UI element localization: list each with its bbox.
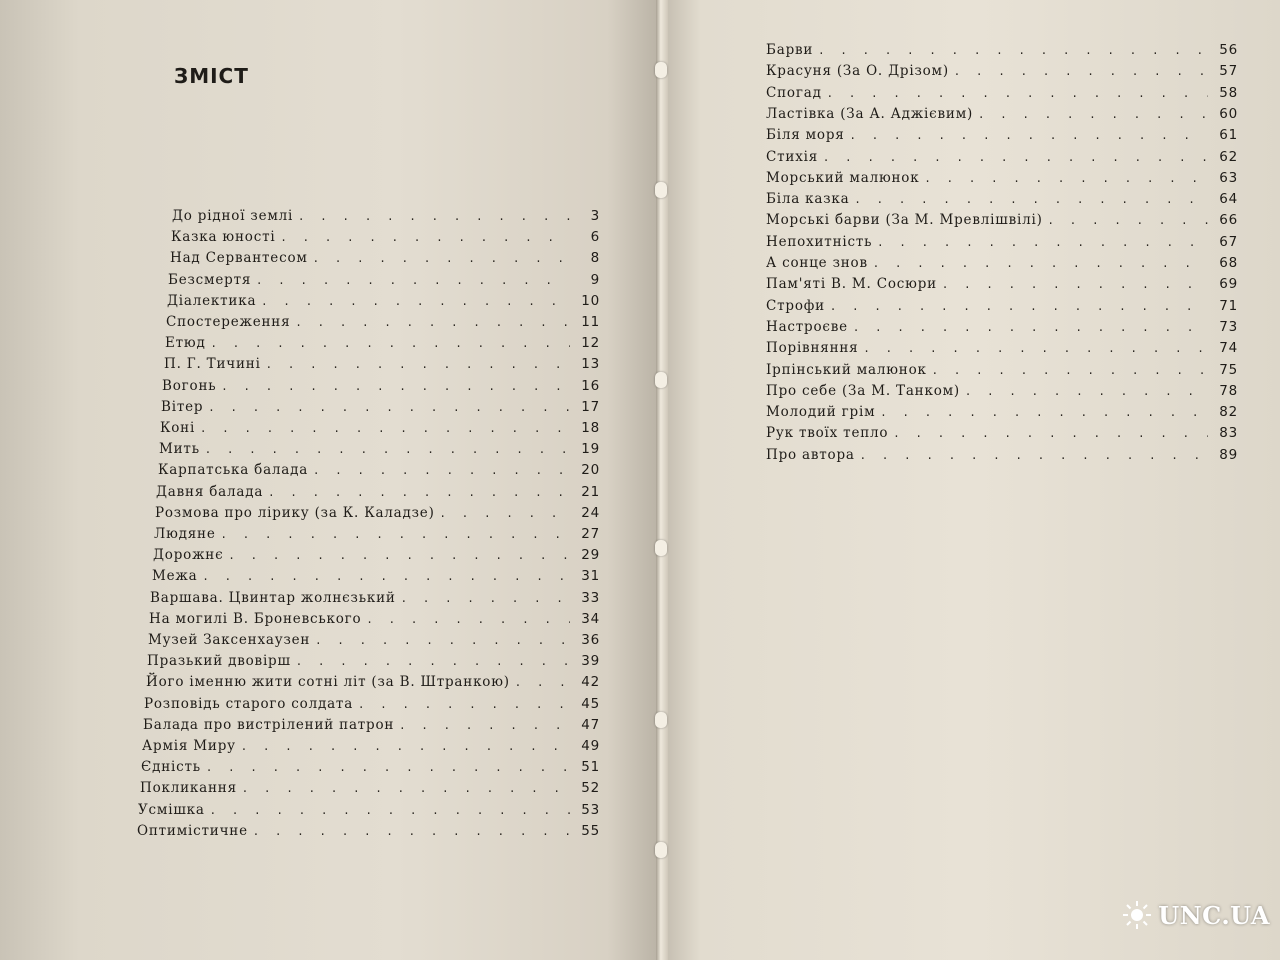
toc-entry (766, 234, 1238, 250)
toc-entry-title: Про автора (766, 446, 855, 463)
toc-entry-page: 52 (581, 780, 600, 797)
toc-entry (155, 505, 600, 521)
dot-leader (861, 448, 1208, 463)
toc-entry-title: Морські барви (За М. Мревлішвілі) (766, 212, 1043, 229)
dot-leader (367, 612, 570, 627)
toc-entry (144, 696, 600, 712)
toc-entry-page: 67 (1219, 233, 1238, 250)
toc-entry (766, 255, 1238, 271)
dot-leader (242, 739, 570, 754)
toc-entry-title: Спогад (766, 84, 822, 101)
dot-leader (831, 299, 1208, 314)
toc-entry-title: Його іменню жити сотні літ (за В. Штранкою) (146, 674, 510, 691)
toc-entry-title: Вогонь (162, 377, 217, 394)
toc-entry (158, 462, 600, 478)
toc-entry-page: 47 (581, 716, 600, 733)
toc-entry-page: 42 (581, 674, 600, 691)
toc-entry-title: Карпатська балада (158, 462, 309, 479)
toc-entry (766, 191, 1238, 207)
toc-entry (146, 674, 600, 690)
binding-stitch (655, 62, 667, 78)
toc-entry-page: 68 (1219, 255, 1238, 271)
toc-entry (140, 780, 600, 796)
toc-entry-page: 31 (581, 568, 600, 585)
toc-entry-page: 66 (1219, 212, 1238, 229)
dot-leader (955, 64, 1208, 79)
toc-entry-page: 3 (590, 208, 600, 224)
toc-entry-title: Коні (160, 420, 196, 436)
toc-entry-title: Молодий грім (766, 404, 876, 421)
dot-leader (359, 697, 570, 712)
toc-entry-title: Давня балада (156, 483, 264, 500)
dot-leader (243, 781, 570, 796)
toc-entry-title: Красуня (За О. Дрізом) (766, 63, 949, 80)
toc-entry-page: 36 (581, 632, 600, 648)
dot-leader (203, 569, 570, 584)
binding-stitch (655, 712, 667, 728)
toc-entry-title: Рук твоїх тепло (766, 425, 889, 442)
binding-stitch (655, 372, 667, 388)
dot-leader (201, 421, 570, 436)
toc-entry-page: 56 (1219, 42, 1238, 58)
toc-entry-page: 6 (590, 229, 600, 246)
toc-entry-title: Вітер (161, 398, 204, 415)
toc-entry (154, 526, 600, 542)
dot-leader (209, 400, 570, 415)
toc-entry-title: До рідної землі (172, 208, 294, 224)
toc-entry (143, 717, 600, 733)
toc-entry-title: Єдність (141, 759, 201, 776)
toc-entry-title: Про себе (За М. Танком) (766, 382, 960, 399)
dot-leader (297, 654, 570, 669)
toc-entry-page: 71 (1219, 297, 1238, 314)
toc-entry-page: 58 (1219, 84, 1238, 101)
toc-entry-page: 21 (581, 483, 600, 500)
toc-entry (766, 276, 1238, 292)
toc-entry (766, 106, 1238, 122)
dot-leader (933, 363, 1208, 378)
toc-entry-page: 73 (1219, 318, 1238, 335)
toc-entry (766, 298, 1238, 314)
toc-entry-page: 16 (581, 377, 600, 394)
toc-entry-page: 62 (1219, 148, 1238, 165)
toc-entry-title: Стихія (766, 148, 819, 165)
toc-entry-title: Діалектика (167, 292, 257, 309)
toc-entry-page: 51 (581, 759, 600, 776)
toc-entry (171, 229, 600, 245)
toc-entry (766, 127, 1238, 143)
binding-stitch (655, 540, 667, 556)
toc-entry-page: 33 (581, 589, 600, 606)
dot-leader (316, 633, 570, 648)
dot-leader (257, 273, 570, 288)
toc-entry (766, 170, 1238, 186)
toc-entry-title: А сонце знов (766, 255, 868, 271)
toc-entry-page: 24 (581, 504, 600, 521)
toc-entry (167, 293, 600, 309)
toc-entry-page: 60 (1219, 105, 1238, 122)
toc-entry-page: 89 (1219, 446, 1238, 463)
dot-leader (865, 341, 1209, 356)
watermark (1122, 900, 1270, 930)
toc-entry-title: Біла казка (766, 191, 850, 208)
book-gutter (656, 0, 668, 960)
toc-entry (138, 802, 600, 818)
toc-entry-page: 83 (1219, 425, 1238, 442)
toc-entry-page: 49 (581, 738, 600, 754)
toc-entry (152, 568, 600, 584)
toc-entry (164, 356, 600, 372)
toc-entry (766, 404, 1238, 420)
toc-entry-page: 27 (581, 526, 600, 542)
toc-entry-title: Біля моря (766, 127, 845, 144)
toc-entry-title: Оптимістичне (137, 822, 248, 839)
toc-entry (142, 738, 600, 754)
toc-entry-page: 8 (590, 250, 600, 267)
dot-leader (828, 86, 1208, 101)
toc-entry (137, 823, 600, 839)
dot-leader (874, 256, 1208, 271)
toc-entry-title: Варшава. Цвинтар жолнєзький (150, 589, 396, 606)
toc-entry-title: Пам'яті В. М. Сосюри (766, 276, 937, 293)
toc-entry-page: 61 (1219, 127, 1238, 144)
toc-entry-title: Барви (766, 42, 814, 58)
dot-leader (516, 675, 570, 690)
toc-entry-title: Настроєве (766, 318, 848, 335)
dot-leader (966, 384, 1208, 399)
dot-leader (314, 463, 570, 478)
dot-leader (314, 251, 570, 266)
toc-entry-title: Етюд (165, 335, 206, 352)
toc-entry (766, 319, 1238, 335)
toc-entry-title: Безсмертя (168, 271, 252, 288)
toc-entry-title: Людяне (154, 526, 216, 542)
toc-entry-title: Порівняння (766, 340, 859, 357)
dot-leader (881, 405, 1208, 420)
toc-entry (159, 441, 600, 457)
dot-leader (925, 171, 1208, 186)
toc-entry (766, 425, 1238, 441)
dot-leader (254, 824, 570, 839)
dot-leader (212, 336, 570, 351)
toc-entry (153, 547, 600, 563)
toc-entry-page: 13 (581, 356, 600, 373)
toc-entry (160, 420, 600, 436)
toc-entry (166, 314, 600, 330)
dot-leader (262, 294, 570, 309)
toc-entry-title: Непохитність (766, 233, 873, 250)
dot-leader (894, 426, 1208, 441)
toc-entry-page: 64 (1219, 191, 1238, 208)
toc-entry (766, 362, 1238, 378)
toc-entry (148, 632, 600, 648)
toc-entry-page: 39 (581, 653, 600, 670)
toc-entry-title: Казка юності (171, 229, 276, 246)
toc-entry-title: Морський малюнок (766, 169, 920, 186)
toc-entry-title: Мить (159, 441, 200, 458)
toc-entry (162, 378, 600, 394)
toc-entry (172, 208, 600, 224)
toc-entry (168, 272, 600, 288)
watermark-text: UNC.UA (1158, 900, 1270, 930)
toc-entry-title: На могилі В. Броневського (149, 610, 362, 627)
toc-entry (170, 250, 600, 266)
toc-entry-title: Над Сервантесом (170, 250, 308, 267)
toc-entry (150, 590, 600, 606)
toc-entry (766, 212, 1238, 228)
toc-heading: ЗМІСТ (174, 64, 249, 88)
toc-entry (766, 149, 1238, 165)
toc-entry (149, 611, 600, 627)
toc-entry-page: 55 (581, 822, 600, 839)
dot-leader (296, 315, 570, 330)
toc-entry-title: Розмова про лірику (за К. Каладзе) (155, 504, 435, 521)
dot-leader (979, 107, 1208, 122)
toc-entry-page: 20 (581, 462, 600, 479)
toc-entry-page: 63 (1219, 169, 1238, 186)
toc-entry-page: 18 (581, 420, 600, 436)
dot-leader (819, 43, 1208, 58)
toc-entry-page: 12 (581, 335, 600, 352)
dot-leader (856, 192, 1209, 207)
toc-entry-page: 75 (1219, 361, 1238, 378)
toc-entry-title: Усмішка (138, 801, 205, 818)
toc-entry-title: Ластівка (За А. Аджієвим) (766, 105, 974, 122)
toc-entry (766, 63, 1238, 79)
toc-entry-page: 78 (1219, 382, 1238, 399)
dot-leader (441, 506, 570, 521)
dot-leader (400, 718, 570, 733)
toc-entry-page: 53 (581, 801, 600, 818)
toc-entry (141, 759, 600, 775)
toc-entry-title: Празький двовірш (147, 653, 291, 670)
toc-entry (165, 335, 600, 351)
toc-entry (161, 399, 600, 415)
toc-entry-title: Армія Миру (142, 738, 236, 754)
binding-stitch (655, 182, 667, 198)
toc-entry (766, 42, 1238, 58)
toc-entry-title: Спостереження (166, 314, 291, 330)
toc-entry-page: 34 (581, 610, 600, 627)
toc-entry-page: 17 (581, 398, 600, 415)
binding-stitch (655, 842, 667, 858)
dot-leader (206, 442, 570, 457)
right-page (664, 0, 1280, 960)
dot-leader (267, 357, 570, 372)
dot-leader (402, 591, 570, 606)
toc-entry-page: 45 (581, 695, 600, 712)
dot-leader (207, 760, 570, 775)
dot-leader (854, 320, 1208, 335)
dot-leader (943, 277, 1208, 292)
dot-leader (851, 128, 1208, 143)
toc-entry-page: 9 (590, 271, 600, 288)
sun-logo-icon (1122, 900, 1152, 930)
dot-leader (824, 150, 1208, 165)
dot-leader (1049, 213, 1208, 228)
dot-leader (229, 548, 570, 563)
dot-leader (299, 209, 570, 224)
toc-entry (766, 340, 1238, 356)
toc-entry-page: 11 (581, 314, 600, 330)
toc-entry (766, 383, 1238, 399)
toc-entry-page: 69 (1219, 276, 1238, 293)
toc-entry-title: Покликання (140, 780, 237, 797)
toc-entry-title: Дорожнє (153, 547, 224, 564)
toc-entry (766, 447, 1238, 463)
toc-entry-title: Музей Заксенхаузен (148, 632, 311, 648)
toc-entry-title: Ірпінський малюнок (766, 361, 927, 378)
toc-entry (147, 653, 600, 669)
dot-leader (222, 527, 570, 542)
dot-leader (222, 379, 570, 394)
dot-leader (269, 485, 570, 500)
dot-leader (878, 235, 1208, 250)
toc-entry (156, 484, 600, 500)
toc-entry (766, 85, 1238, 101)
toc-entry-title: Балада про вистрілений патрон (143, 716, 395, 733)
dot-leader (281, 230, 570, 245)
toc-entry-title: Межа (152, 568, 198, 585)
toc-entry-page: 19 (581, 441, 600, 458)
toc-entry-page: 29 (581, 547, 600, 564)
toc-entry-page: 10 (581, 292, 600, 309)
toc-entry-page: 82 (1219, 404, 1238, 421)
toc-entry-title: Строфи (766, 297, 825, 314)
dot-leader (211, 803, 570, 818)
toc-entry-title: Розповідь старого солдата (144, 695, 354, 712)
toc-entry-title: П. Г. Тичині (164, 356, 261, 373)
toc-entry-page: 57 (1219, 63, 1238, 80)
toc-entry-page: 74 (1219, 340, 1238, 357)
